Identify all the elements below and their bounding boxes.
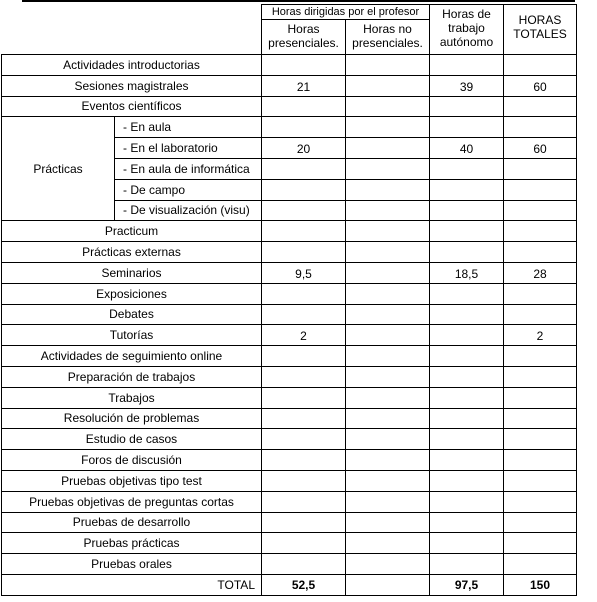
- hours-nopres-cell: [346, 408, 430, 429]
- hours-auto-cell: [430, 512, 504, 533]
- activity-row: [2, 554, 577, 575]
- hours-auto-cell: [430, 450, 504, 471]
- hours-nopres-cell: [346, 533, 430, 554]
- hours-auto-cell: [430, 491, 504, 512]
- activity-row: [2, 491, 577, 512]
- activity-label: Tutorías: [2, 325, 262, 346]
- top-rule: [22, 0, 575, 2]
- hours-pres-cell: [262, 429, 346, 450]
- hours-auto-cell: [430, 179, 504, 200]
- hours-pres-cell: [262, 533, 346, 554]
- hours-total-cell: 60: [504, 138, 577, 159]
- practicas-sub-label: - En el laboratorio: [115, 138, 262, 159]
- hours-total-cell: 2: [504, 325, 577, 346]
- hours-total-cell: [504, 242, 577, 263]
- activity-row: [2, 262, 577, 283]
- activity-row: [2, 242, 577, 263]
- activity-label: Foros de discusión: [2, 450, 262, 471]
- hours-total-cell: [504, 96, 577, 117]
- hours-total-cell: 28: [504, 262, 577, 283]
- hours-total-cell: [504, 554, 577, 575]
- hours-pres-cell: [262, 346, 346, 367]
- activity-row: [2, 533, 577, 554]
- hours-pres-cell: [262, 96, 346, 117]
- hours-nopres-cell: [346, 117, 430, 138]
- hours-pres-cell: 52,5: [262, 574, 346, 595]
- header-totales-cell: HORAS TOTALES: [504, 5, 577, 55]
- activity-row: [2, 283, 577, 304]
- hours-pres-cell: [262, 408, 346, 429]
- practicas-sub-label: - De campo: [115, 179, 262, 200]
- hours-pres-cell: [262, 512, 346, 533]
- hours-auto-cell: [430, 325, 504, 346]
- hours-auto-cell: [430, 283, 504, 304]
- hours-pres-cell: [262, 117, 346, 138]
- header-row-1: [2, 5, 577, 20]
- hours-auto-cell: [430, 55, 504, 76]
- hours-nopres-cell: [346, 325, 430, 346]
- hours-nopres-cell: [346, 346, 430, 367]
- hours-total-cell: [504, 450, 577, 471]
- hours-auto-cell: [430, 554, 504, 575]
- hours-total-cell: [504, 512, 577, 533]
- activity-row: [2, 55, 577, 76]
- activity-label: Estudio de casos: [2, 429, 262, 450]
- activity-label: Practicum: [2, 221, 262, 242]
- hours-pres-cell: [262, 158, 346, 179]
- activity-label: Pruebas objetivas de preguntas cortas: [2, 491, 262, 512]
- activity-row: [2, 387, 577, 408]
- hours-pres-cell: [262, 470, 346, 491]
- hours-nopres-cell: [346, 75, 430, 96]
- hours-auto-cell: [430, 533, 504, 554]
- hours-nopres-cell: [346, 242, 430, 263]
- activity-label: Exposiciones: [2, 283, 262, 304]
- hours-nopres-cell: [346, 304, 430, 325]
- total-label: TOTAL: [2, 574, 262, 595]
- hours-pres-cell: [262, 283, 346, 304]
- header-group-cell: Horas dirigidas por el profesor: [262, 5, 430, 20]
- hours-nopres-cell: [346, 262, 430, 283]
- activity-label: Actividades introductorias: [2, 55, 262, 76]
- activity-row: [2, 75, 577, 96]
- hours-nopres-cell: [346, 554, 430, 575]
- hours-pres-cell: [262, 179, 346, 200]
- hours-auto-cell: [430, 387, 504, 408]
- activity-row: [2, 96, 577, 117]
- hours-total-cell: [504, 387, 577, 408]
- hours-total-cell: [504, 346, 577, 367]
- hours-nopres-cell: [346, 283, 430, 304]
- hours-nopres-cell: [346, 429, 430, 450]
- hours-nopres-cell: [346, 55, 430, 76]
- activity-label: Resolución de problemas: [2, 408, 262, 429]
- hours-total-cell: [504, 533, 577, 554]
- hours-nopres-cell: [346, 221, 430, 242]
- activity-row: [2, 346, 577, 367]
- hours-pres-cell: [262, 491, 346, 512]
- hours-total-cell: [504, 221, 577, 242]
- practicas-group-label: Prácticas: [2, 117, 115, 221]
- hours-nopres-cell: [346, 200, 430, 221]
- hours-pres-cell: [262, 221, 346, 242]
- hours-auto-cell: [430, 221, 504, 242]
- activity-label: Sesiones magistrales: [2, 75, 262, 96]
- hours-auto-cell: [430, 408, 504, 429]
- hours-auto-cell: [430, 366, 504, 387]
- hours-total-cell: [504, 179, 577, 200]
- hours-table-body: [2, 5, 577, 596]
- header-presenciales-cell: Horas presenciales.: [262, 20, 346, 55]
- hours-nopres-cell: [346, 491, 430, 512]
- hours-pres-cell: [262, 387, 346, 408]
- hours-total-cell: [504, 429, 577, 450]
- hours-nopres-cell: [346, 138, 430, 159]
- hours-nopres-cell: [346, 450, 430, 471]
- hours-pres-cell: [262, 200, 346, 221]
- hours-total-cell: [504, 408, 577, 429]
- hours-nopres-cell: [346, 470, 430, 491]
- hours-pres-cell: 9,5: [262, 262, 346, 283]
- hours-auto-cell: 97,5: [430, 574, 504, 595]
- activity-row: [2, 304, 577, 325]
- hours-nopres-cell: [346, 96, 430, 117]
- activity-row: [2, 221, 577, 242]
- activity-label: Pruebas objetivas tipo test: [2, 470, 262, 491]
- hours-total-cell: [504, 117, 577, 138]
- activity-label: Prácticas externas: [2, 242, 262, 263]
- hours-total-cell: 60: [504, 75, 577, 96]
- hours-total-cell: [504, 200, 577, 221]
- activity-row: [2, 429, 577, 450]
- hours-pres-cell: [262, 242, 346, 263]
- activity-label: Eventos científicos: [2, 96, 262, 117]
- hours-auto-cell: 18,5: [430, 262, 504, 283]
- hours-total-cell: [504, 470, 577, 491]
- hours-pres-cell: [262, 55, 346, 76]
- activity-row: [2, 450, 577, 471]
- hours-nopres-cell: [346, 512, 430, 533]
- practicas-sub-label: - En aula de informática: [115, 158, 262, 179]
- hours-nopres-cell: [346, 574, 430, 595]
- hours-total-cell: [504, 491, 577, 512]
- hours-auto-cell: [430, 158, 504, 179]
- hours-auto-cell: [430, 117, 504, 138]
- activity-label: Pruebas prácticas: [2, 533, 262, 554]
- activity-label: Preparación de trabajos: [2, 366, 262, 387]
- activity-row: [2, 470, 577, 491]
- hours-total-cell: [504, 158, 577, 179]
- activity-row: [2, 325, 577, 346]
- activity-row: [2, 366, 577, 387]
- header-autonomo-cell: Horas de trabajo autónomo: [430, 5, 504, 55]
- hours-auto-cell: [430, 242, 504, 263]
- hours-auto-cell: [430, 470, 504, 491]
- activity-label: Seminarios: [2, 262, 262, 283]
- hours-auto-cell: 39: [430, 75, 504, 96]
- hours-pres-cell: [262, 366, 346, 387]
- hours-total-cell: [504, 366, 577, 387]
- hours-pres-cell: [262, 304, 346, 325]
- activity-label: Debates: [2, 304, 262, 325]
- hours-total-cell: [504, 304, 577, 325]
- hours-nopres-cell: [346, 179, 430, 200]
- activity-row: [2, 408, 577, 429]
- hours-auto-cell: [430, 200, 504, 221]
- hours-table: [1, 4, 577, 596]
- hours-auto-cell: [430, 346, 504, 367]
- hours-auto-cell: [430, 429, 504, 450]
- hours-auto-cell: [430, 96, 504, 117]
- hours-pres-cell: 21: [262, 75, 346, 96]
- hours-auto-cell: [430, 304, 504, 325]
- hours-total-cell: 150: [504, 574, 577, 595]
- total-row: [2, 574, 577, 595]
- hours-nopres-cell: [346, 366, 430, 387]
- header-corner-cell: [2, 5, 262, 55]
- hours-pres-cell: 2: [262, 325, 346, 346]
- activity-row: [2, 512, 577, 533]
- hours-pres-cell: [262, 450, 346, 471]
- header-no-presenciales-cell: Horas no presenciales.: [346, 20, 430, 55]
- activity-label: Pruebas de desarrollo: [2, 512, 262, 533]
- activity-label: Actividades de seguimiento online: [2, 346, 262, 367]
- hours-auto-cell: 40: [430, 138, 504, 159]
- hours-total-cell: [504, 283, 577, 304]
- practicas-sub-label: - De visualización (visu): [115, 200, 262, 221]
- practicas-sub-label: - En aula: [115, 117, 262, 138]
- hours-pres-cell: [262, 554, 346, 575]
- practicas-sub-row: [2, 117, 577, 138]
- hours-nopres-cell: [346, 158, 430, 179]
- activity-label: Pruebas orales: [2, 554, 262, 575]
- hours-pres-cell: 20: [262, 138, 346, 159]
- hours-total-cell: [504, 55, 577, 76]
- hours-nopres-cell: [346, 387, 430, 408]
- activity-label: Trabajos: [2, 387, 262, 408]
